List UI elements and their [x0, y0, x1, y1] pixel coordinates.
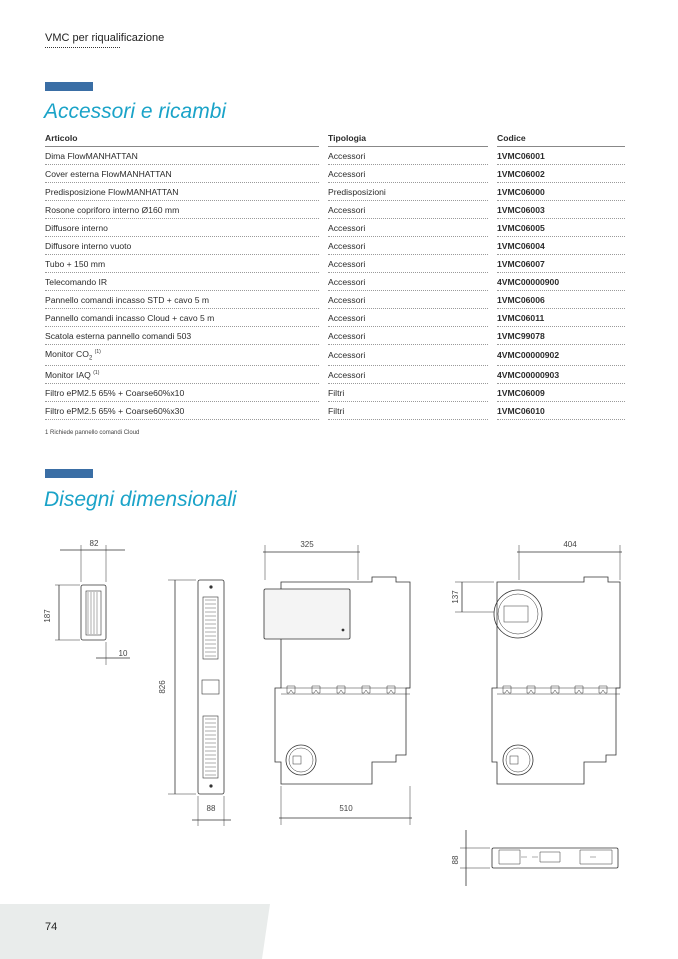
cell-article: Tubo + 150 mm	[45, 255, 319, 273]
table-row	[45, 165, 625, 183]
cell-type: Accessori	[328, 201, 488, 219]
table-row	[45, 237, 625, 255]
cell-code: 1VMC06001	[497, 147, 625, 165]
cell-article: Rosone coprifor​o interno Ø160 mm	[45, 201, 319, 219]
table-row	[45, 383, 625, 401]
table-row	[45, 273, 625, 291]
table-row	[45, 219, 625, 237]
table-row	[45, 309, 625, 327]
dimension-label: 88	[451, 855, 460, 865]
cell-article: Dima FlowMANHATTAN	[45, 147, 319, 165]
dimension-label: 88	[206, 804, 216, 813]
drawing-rear-plate-outlet	[451, 540, 622, 784]
cell-code: 1VMC06005	[497, 219, 625, 237]
table-row	[45, 365, 625, 383]
dimension-label: 137	[451, 590, 460, 604]
cell-code: 4VMC00000900	[497, 273, 625, 291]
dimensional-drawings	[0, 530, 678, 890]
page-number: 74	[45, 921, 58, 933]
table-row	[45, 401, 625, 419]
cell-type: Accessori	[328, 345, 488, 366]
cell-article: Diffusore interno vuoto	[45, 237, 319, 255]
cell-article: Filtro ePM2.5 65% + Coarse60%x10	[45, 383, 319, 401]
dimension-label: 10	[118, 649, 128, 658]
cell-type: Accessori	[328, 165, 488, 183]
cell-type: Accessori	[328, 273, 488, 291]
column-header-type: Tipologia	[328, 133, 488, 147]
cell-article: Cover esterna FlowMANHATTAN	[45, 165, 319, 183]
table-row	[45, 327, 625, 345]
table-body	[45, 147, 625, 420]
cell-code: 1VMC06006	[497, 291, 625, 309]
column-header-article: Articolo	[45, 133, 319, 147]
cell-code: 1VMC06011	[497, 309, 625, 327]
cell-type: Filtri	[328, 383, 488, 401]
cell-code: 1VMC06002	[497, 165, 625, 183]
table-row	[45, 345, 625, 366]
cell-type: Accessori	[328, 237, 488, 255]
drawing-rear-plate	[263, 540, 412, 825]
cell-type: Accessori	[328, 147, 488, 165]
cell-code: 1VMC06010	[497, 401, 625, 419]
cell-type: Accessori	[328, 327, 488, 345]
cell-code: 1VMC99078	[497, 327, 625, 345]
cell-type: Accessori	[328, 291, 488, 309]
dimension-label: 826	[158, 680, 167, 694]
table-header-row	[45, 133, 625, 147]
drawing-side-unit	[43, 539, 130, 665]
dimension-label: 325	[300, 540, 314, 549]
table-footnote: 1 Richiede pannello comandi Cloud	[45, 430, 140, 436]
accessories-title: Accessori e ricambi	[44, 100, 227, 123]
table-row	[45, 201, 625, 219]
running-header: VMC per riqualificazione	[45, 32, 165, 44]
cell-article: Scatola esterna pannello comandi 503	[45, 327, 319, 345]
cell-type: Accessori	[328, 255, 488, 273]
cell-type: Accessori	[328, 365, 488, 383]
drawing-front-vertical	[158, 580, 231, 826]
cell-code: 1VMC06004	[497, 237, 625, 255]
cell-article: Pannello comandi incasso Cloud + cavo 5 m	[45, 309, 319, 327]
cell-article: Pannello comandi incasso STD + cavo 5 m	[45, 291, 319, 309]
cell-code: 1VMC06007	[497, 255, 625, 273]
cell-type: Filtri	[328, 401, 488, 419]
cell-article: Monitor $CO_2$ $^{(1)}$	[45, 345, 319, 366]
table-row	[45, 183, 625, 201]
section-accent-bar	[45, 469, 93, 478]
accessories-table	[45, 133, 625, 420]
cell-article: Filtro ePM2.5 65% + Coarse60%x30	[45, 401, 319, 419]
dimension-label: 187	[43, 609, 52, 623]
footer-band	[0, 904, 678, 959]
cell-code: 1VMC06003	[497, 201, 625, 219]
cell-code: 4VMC00000903	[497, 365, 625, 383]
cell-type: Accessori	[328, 219, 488, 237]
cell-code: 1VMC06009	[497, 383, 625, 401]
section-accent-bar	[45, 82, 93, 91]
header-dotted-rule	[45, 47, 120, 48]
dimension-label: 404	[563, 540, 577, 549]
table-row	[45, 255, 625, 273]
dimension-label: 82	[89, 539, 99, 548]
drawing-top-view	[451, 830, 618, 886]
cell-type: Accessori	[328, 309, 488, 327]
cell-article: Diffusore interno	[45, 219, 319, 237]
cell-code: 4VMC00000902	[497, 345, 625, 366]
cell-article: Monitor IAQ $^{(1)}$	[45, 365, 319, 383]
table-row	[45, 147, 625, 165]
cell-code: 1VMC06000	[497, 183, 625, 201]
drawings-title: Disegni dimensionali	[44, 488, 237, 511]
table-row	[45, 291, 625, 309]
cell-type: Predisposizioni	[328, 183, 488, 201]
column-header-code: Codice	[497, 133, 625, 147]
cell-article: Predisposizione FlowMANHATTAN	[45, 183, 319, 201]
dimension-label: 510	[339, 804, 353, 813]
cell-article: Telecomando IR	[45, 273, 319, 291]
